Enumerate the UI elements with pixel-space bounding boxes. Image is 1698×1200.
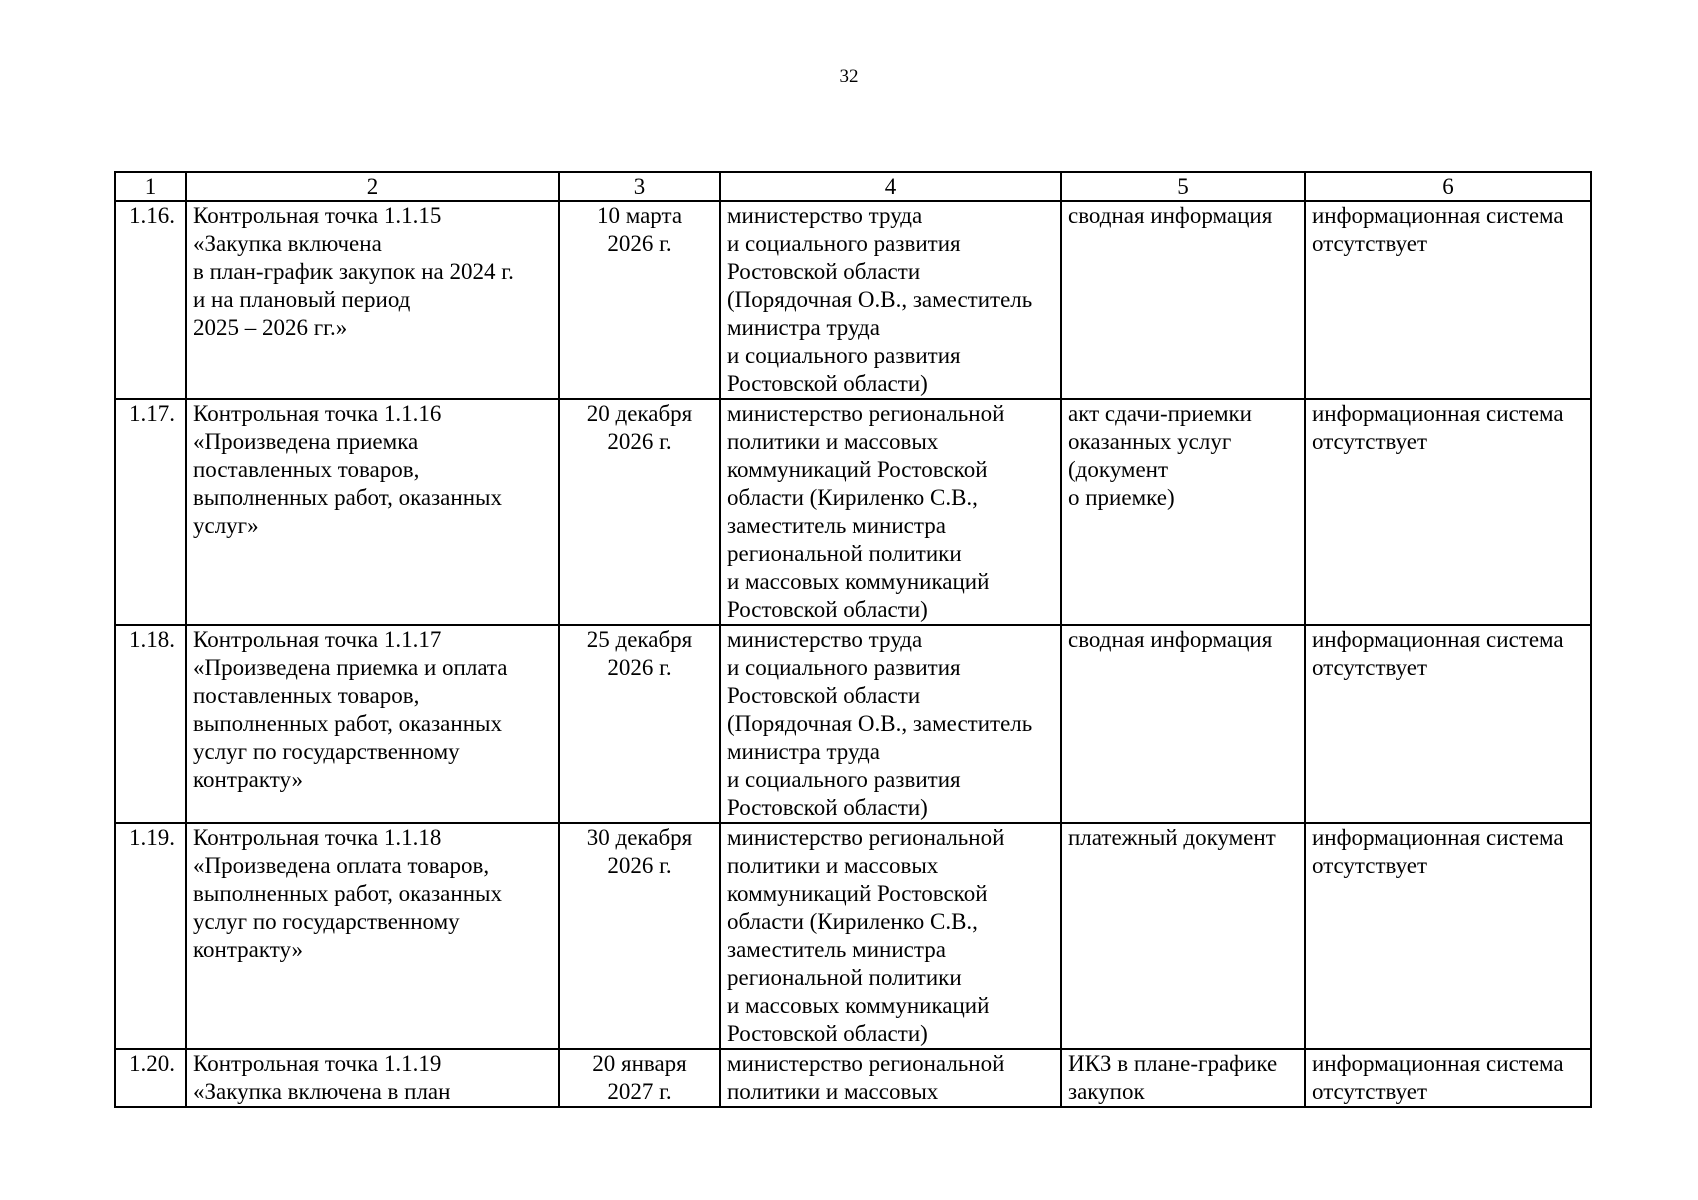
column-header-6: 6 bbox=[1305, 172, 1591, 201]
control-points-table bbox=[114, 171, 1592, 1108]
responsible-executor: министерство труда и социального развития Ростовской области (Порядочная О.В., заместитель министра труда и социального развития Ростовской области) bbox=[720, 201, 1061, 399]
column-header-4: 4 bbox=[720, 172, 1061, 201]
row-number: 1.17. bbox=[115, 399, 186, 625]
control-point-title: Контрольная точка 1.1.17 «Произведена приемка и оплата поставленных товаров, выполненных работ, оказанных услуг по государственному контракту» bbox=[186, 625, 559, 823]
information-system: информационная система отсутствует bbox=[1305, 625, 1591, 823]
deadline-date: 30 декабря 2026 г. bbox=[559, 823, 720, 1049]
page-number: 32 bbox=[839, 66, 859, 87]
deadline-date: 20 декабря 2026 г. bbox=[559, 399, 720, 625]
table-row bbox=[115, 625, 1591, 823]
column-header-5: 5 bbox=[1061, 172, 1305, 201]
information-system: информационная система отсутствует bbox=[1305, 399, 1591, 625]
deadline-date: 25 декабря 2026 г. bbox=[559, 625, 720, 823]
confirming-document: акт сдачи-приемки оказанных услуг (документ о приемке) bbox=[1061, 399, 1305, 625]
column-header-3: 3 bbox=[559, 172, 720, 201]
row-number: 1.16. bbox=[115, 201, 186, 399]
information-system: информационная система отсутствует bbox=[1305, 1049, 1591, 1107]
responsible-executor: министерство региональной политики и массовых коммуникаций Ростовской области (Кириленко С.В., заместитель министра региональной политики и массовых коммуникаций Ростовской области) bbox=[720, 823, 1061, 1049]
deadline-date: 10 марта 2026 г. bbox=[559, 201, 720, 399]
column-header-2: 2 bbox=[186, 172, 559, 201]
control-point-title: Контрольная точка 1.1.18 «Произведена оплата товаров, выполненных работ, оказанных услуг по государственному контракту» bbox=[186, 823, 559, 1049]
control-point-title: Контрольная точка 1.1.16 «Произведена приемка поставленных товаров, выполненных работ, оказанных услуг» bbox=[186, 399, 559, 625]
confirming-document: платежный документ bbox=[1061, 823, 1305, 1049]
confirming-document: ИКЗ в плане-графике закупок bbox=[1061, 1049, 1305, 1107]
confirming-document: сводная информация bbox=[1061, 625, 1305, 823]
table-row bbox=[115, 399, 1591, 625]
table-row bbox=[115, 201, 1591, 399]
column-header-1: 1 bbox=[115, 172, 186, 201]
responsible-executor: министерство региональной политики и массовых bbox=[720, 1049, 1061, 1107]
responsible-executor: министерство региональной политики и массовых коммуникаций Ростовской области (Кириленко С.В., заместитель министра региональной политики и массовых коммуникаций Ростовской области) bbox=[720, 399, 1061, 625]
responsible-executor: министерство труда и социального развития Ростовской области (Порядочная О.В., заместитель министра труда и социального развития Ростовской области) bbox=[720, 625, 1061, 823]
deadline-date: 20 января 2027 г. bbox=[559, 1049, 720, 1107]
information-system: информационная система отсутствует bbox=[1305, 201, 1591, 399]
row-number: 1.19. bbox=[115, 823, 186, 1049]
table-header-row bbox=[115, 172, 1591, 201]
control-point-title: Контрольная точка 1.1.19 «Закупка включена в план bbox=[186, 1049, 559, 1107]
table-row bbox=[115, 1049, 1591, 1107]
confirming-document: сводная информация bbox=[1061, 201, 1305, 399]
control-point-title: Контрольная точка 1.1.15 «Закупка включена в план-график закупок на 2024 г. и на плановый период 2025 – 2026 гг.» bbox=[186, 201, 559, 399]
row-number: 1.18. bbox=[115, 625, 186, 823]
information-system: информационная система отсутствует bbox=[1305, 823, 1591, 1049]
table-row bbox=[115, 823, 1591, 1049]
row-number: 1.20. bbox=[115, 1049, 186, 1107]
